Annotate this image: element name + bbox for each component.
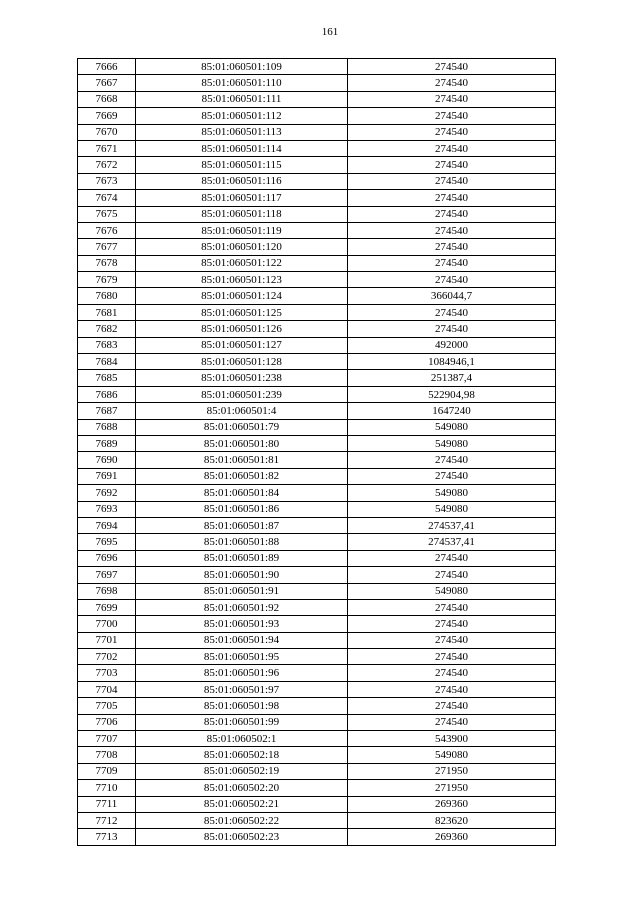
row-number-cell: 7686 xyxy=(78,386,136,402)
cadastral-value-cell: 274537,41 xyxy=(348,534,556,550)
table-row xyxy=(78,59,556,75)
table-row xyxy=(78,763,556,779)
cadastral-number-cell: 85:01:060501:92 xyxy=(136,599,348,615)
cadastral-value-cell: 274540 xyxy=(348,75,556,91)
row-number-cell: 7692 xyxy=(78,485,136,501)
cadastral-value-cell: 1647240 xyxy=(348,403,556,419)
table-row xyxy=(78,321,556,337)
table-row xyxy=(78,812,556,828)
cadastral-value-cell: 271950 xyxy=(348,780,556,796)
row-number-cell: 7697 xyxy=(78,567,136,583)
cadastral-value-cell: 274540 xyxy=(348,239,556,255)
cadastral-number-cell: 85:01:060501:82 xyxy=(136,468,348,484)
cadastral-number-cell: 85:01:060501:120 xyxy=(136,239,348,255)
cadastral-number-cell: 85:01:060501:79 xyxy=(136,419,348,435)
cadastral-value-cell: 274540 xyxy=(348,304,556,320)
cadastral-number-cell: 85:01:060501:114 xyxy=(136,140,348,156)
cadastral-value-cell: 274540 xyxy=(348,321,556,337)
cadastral-number-cell: 85:01:060501:89 xyxy=(136,550,348,566)
table-row xyxy=(78,190,556,206)
cadastral-value-cell: 549080 xyxy=(348,419,556,435)
row-number-cell: 7698 xyxy=(78,583,136,599)
table-body xyxy=(78,59,556,846)
cadastral-number-cell: 85:01:060502:19 xyxy=(136,763,348,779)
cadastral-value-cell: 1084946,1 xyxy=(348,354,556,370)
cadastral-value-cell: 549080 xyxy=(348,485,556,501)
cadastral-number-cell: 85:01:060501:125 xyxy=(136,304,348,320)
cadastral-value-cell: 549080 xyxy=(348,501,556,517)
cadastral-value-cell: 549080 xyxy=(348,583,556,599)
table-row xyxy=(78,124,556,140)
cadastral-value-cell: 274540 xyxy=(348,665,556,681)
row-number-cell: 7695 xyxy=(78,534,136,550)
table-row xyxy=(78,747,556,763)
cadastral-value-cell: 366044,7 xyxy=(348,288,556,304)
table-row xyxy=(78,370,556,386)
table-row xyxy=(78,206,556,222)
cadastral-value-cell: 274540 xyxy=(348,698,556,714)
row-number-cell: 7684 xyxy=(78,354,136,370)
table-row xyxy=(78,468,556,484)
cadastral-number-cell: 85:01:060502:18 xyxy=(136,747,348,763)
cadastral-number-cell: 85:01:060501:112 xyxy=(136,108,348,124)
cadastral-value-cell: 269360 xyxy=(348,796,556,812)
table-row xyxy=(78,681,556,697)
row-number-cell: 7676 xyxy=(78,222,136,238)
row-number-cell: 7700 xyxy=(78,616,136,632)
row-number-cell: 7709 xyxy=(78,763,136,779)
cadastral-number-cell: 85:01:060501:128 xyxy=(136,354,348,370)
cadastral-number-cell: 85:01:060501:113 xyxy=(136,124,348,140)
cadastral-value-cell: 274540 xyxy=(348,649,556,665)
row-number-cell: 7679 xyxy=(78,272,136,288)
row-number-cell: 7682 xyxy=(78,321,136,337)
row-number-cell: 7702 xyxy=(78,649,136,665)
cadastral-value-cell: 274540 xyxy=(348,59,556,75)
table-row xyxy=(78,599,556,615)
cadastral-number-cell: 85:01:060502:23 xyxy=(136,829,348,845)
cadastral-number-cell: 85:01:060501:96 xyxy=(136,665,348,681)
row-number-cell: 7668 xyxy=(78,91,136,107)
cadastral-number-cell: 85:01:060501:90 xyxy=(136,567,348,583)
row-number-cell: 7672 xyxy=(78,157,136,173)
cadastral-number-cell: 85:01:060501:239 xyxy=(136,386,348,402)
row-number-cell: 7669 xyxy=(78,108,136,124)
row-number-cell: 7687 xyxy=(78,403,136,419)
cadastral-value-cell: 274540 xyxy=(348,91,556,107)
cadastral-number-cell: 85:01:060501:116 xyxy=(136,173,348,189)
row-number-cell: 7689 xyxy=(78,435,136,451)
table-row xyxy=(78,583,556,599)
row-number-cell: 7685 xyxy=(78,370,136,386)
cadastral-number-cell: 85:01:060501:86 xyxy=(136,501,348,517)
table-row xyxy=(78,616,556,632)
cadastral-number-cell: 85:01:060502:1 xyxy=(136,731,348,747)
table-row xyxy=(78,829,556,845)
table-row xyxy=(78,272,556,288)
cadastral-number-cell: 85:01:060501:95 xyxy=(136,649,348,665)
cadastral-value-cell: 274540 xyxy=(348,550,556,566)
table-row xyxy=(78,698,556,714)
row-number-cell: 7688 xyxy=(78,419,136,435)
row-number-cell: 7693 xyxy=(78,501,136,517)
table-row xyxy=(78,649,556,665)
table-row xyxy=(78,485,556,501)
cadastral-number-cell: 85:01:060502:20 xyxy=(136,780,348,796)
cadastral-value-cell: 274540 xyxy=(348,157,556,173)
row-number-cell: 7678 xyxy=(78,255,136,271)
row-number-cell: 7712 xyxy=(78,812,136,828)
cadastral-value-cell: 271950 xyxy=(348,763,556,779)
row-number-cell: 7707 xyxy=(78,731,136,747)
cadastral-value-cell: 274540 xyxy=(348,452,556,468)
cadastral-number-cell: 85:01:060501:93 xyxy=(136,616,348,632)
row-number-cell: 7713 xyxy=(78,829,136,845)
cadastral-value-cell: 274540 xyxy=(348,173,556,189)
row-number-cell: 7703 xyxy=(78,665,136,681)
cadastral-value-cell: 274540 xyxy=(348,599,556,615)
table-row xyxy=(78,567,556,583)
table-row xyxy=(78,731,556,747)
cadastral-number-cell: 85:01:060501:111 xyxy=(136,91,348,107)
cadastral-value-cell: 274540 xyxy=(348,616,556,632)
cadastral-number-cell: 85:01:060501:118 xyxy=(136,206,348,222)
table-row xyxy=(78,665,556,681)
table-row xyxy=(78,222,556,238)
row-number-cell: 7680 xyxy=(78,288,136,304)
table-row xyxy=(78,452,556,468)
row-number-cell: 7677 xyxy=(78,239,136,255)
table-row xyxy=(78,796,556,812)
row-number-cell: 7690 xyxy=(78,452,136,468)
cadastral-value-cell: 522904,98 xyxy=(348,386,556,402)
cadastral-value-cell: 274540 xyxy=(348,190,556,206)
cadastral-value-cell: 492000 xyxy=(348,337,556,353)
cadastral-value-cell: 274537,41 xyxy=(348,517,556,533)
cadastral-number-cell: 85:01:060501:84 xyxy=(136,485,348,501)
row-number-cell: 7706 xyxy=(78,714,136,730)
table-row xyxy=(78,288,556,304)
row-number-cell: 7673 xyxy=(78,173,136,189)
cadastral-number-cell: 85:01:060501:110 xyxy=(136,75,348,91)
table-row xyxy=(78,534,556,550)
cadastral-value-cell: 269360 xyxy=(348,829,556,845)
cadastral-number-cell: 85:01:060501:119 xyxy=(136,222,348,238)
table-row xyxy=(78,501,556,517)
row-number-cell: 7705 xyxy=(78,698,136,714)
cadastral-number-cell: 85:01:060501:124 xyxy=(136,288,348,304)
cadastral-value-cell: 543900 xyxy=(348,731,556,747)
cadastral-value-cell: 274540 xyxy=(348,140,556,156)
cadastral-number-cell: 85:01:060501:99 xyxy=(136,714,348,730)
table-row xyxy=(78,550,556,566)
cadastral-number-cell: 85:01:060501:122 xyxy=(136,255,348,271)
cadastral-value-table xyxy=(77,58,556,846)
row-number-cell: 7667 xyxy=(78,75,136,91)
cadastral-number-cell: 85:01:060501:127 xyxy=(136,337,348,353)
cadastral-value-cell: 274540 xyxy=(348,714,556,730)
row-number-cell: 7670 xyxy=(78,124,136,140)
page-number: 161 xyxy=(321,26,339,38)
cadastral-value-cell: 251387,4 xyxy=(348,370,556,386)
cadastral-number-cell: 85:01:060501:126 xyxy=(136,321,348,337)
table-row xyxy=(78,140,556,156)
table-row xyxy=(78,403,556,419)
table-row xyxy=(78,173,556,189)
cadastral-value-cell: 274540 xyxy=(348,124,556,140)
cadastral-number-cell: 85:01:060501:98 xyxy=(136,698,348,714)
cadastral-number-cell: 85:01:060502:21 xyxy=(136,796,348,812)
cadastral-number-cell: 85:01:060501:109 xyxy=(136,59,348,75)
row-number-cell: 7683 xyxy=(78,337,136,353)
row-number-cell: 7696 xyxy=(78,550,136,566)
cadastral-value-cell: 274540 xyxy=(348,468,556,484)
cadastral-value-cell: 274540 xyxy=(348,567,556,583)
table-row xyxy=(78,517,556,533)
row-number-cell: 7671 xyxy=(78,140,136,156)
cadastral-number-cell: 85:01:060502:22 xyxy=(136,812,348,828)
row-number-cell: 7675 xyxy=(78,206,136,222)
cadastral-number-cell: 85:01:060501:97 xyxy=(136,681,348,697)
table-row xyxy=(78,108,556,124)
table-row xyxy=(78,239,556,255)
cadastral-number-cell: 85:01:060501:81 xyxy=(136,452,348,468)
row-number-cell: 7710 xyxy=(78,780,136,796)
table-row xyxy=(78,419,556,435)
cadastral-number-cell: 85:01:060501:94 xyxy=(136,632,348,648)
cadastral-value-cell: 274540 xyxy=(348,272,556,288)
cadastral-number-cell: 85:01:060501:117 xyxy=(136,190,348,206)
cadastral-number-cell: 85:01:060501:88 xyxy=(136,534,348,550)
table-row xyxy=(78,632,556,648)
table-row xyxy=(78,780,556,796)
cadastral-number-cell: 85:01:060501:80 xyxy=(136,435,348,451)
row-number-cell: 7704 xyxy=(78,681,136,697)
row-number-cell: 7701 xyxy=(78,632,136,648)
row-number-cell: 7666 xyxy=(78,59,136,75)
table-row xyxy=(78,157,556,173)
cadastral-value-cell: 274540 xyxy=(348,108,556,124)
row-number-cell: 7694 xyxy=(78,517,136,533)
cadastral-number-cell: 85:01:060501:4 xyxy=(136,403,348,419)
table-row xyxy=(78,255,556,271)
row-number-cell: 7708 xyxy=(78,747,136,763)
row-number-cell: 7681 xyxy=(78,304,136,320)
row-number-cell: 7699 xyxy=(78,599,136,615)
table-row xyxy=(78,354,556,370)
cadastral-number-cell: 85:01:060501:87 xyxy=(136,517,348,533)
table-row xyxy=(78,435,556,451)
cadastral-value-cell: 274540 xyxy=(348,255,556,271)
table-row xyxy=(78,714,556,730)
table-row xyxy=(78,304,556,320)
cadastral-value-cell: 274540 xyxy=(348,632,556,648)
row-number-cell: 7674 xyxy=(78,190,136,206)
row-number-cell: 7691 xyxy=(78,468,136,484)
cadastral-value-cell: 549080 xyxy=(348,747,556,763)
cadastral-value-cell: 823620 xyxy=(348,812,556,828)
table-row xyxy=(78,386,556,402)
cadastral-number-cell: 85:01:060501:91 xyxy=(136,583,348,599)
cadastral-number-cell: 85:01:060501:238 xyxy=(136,370,348,386)
table-row xyxy=(78,91,556,107)
table-row xyxy=(78,75,556,91)
cadastral-number-cell: 85:01:060501:123 xyxy=(136,272,348,288)
cadastral-value-cell: 549080 xyxy=(348,435,556,451)
cadastral-value-cell: 274540 xyxy=(348,222,556,238)
row-number-cell: 7711 xyxy=(78,796,136,812)
cadastral-value-cell: 274540 xyxy=(348,206,556,222)
table-row xyxy=(78,337,556,353)
cadastral-value-cell: 274540 xyxy=(348,681,556,697)
cadastral-number-cell: 85:01:060501:115 xyxy=(136,157,348,173)
